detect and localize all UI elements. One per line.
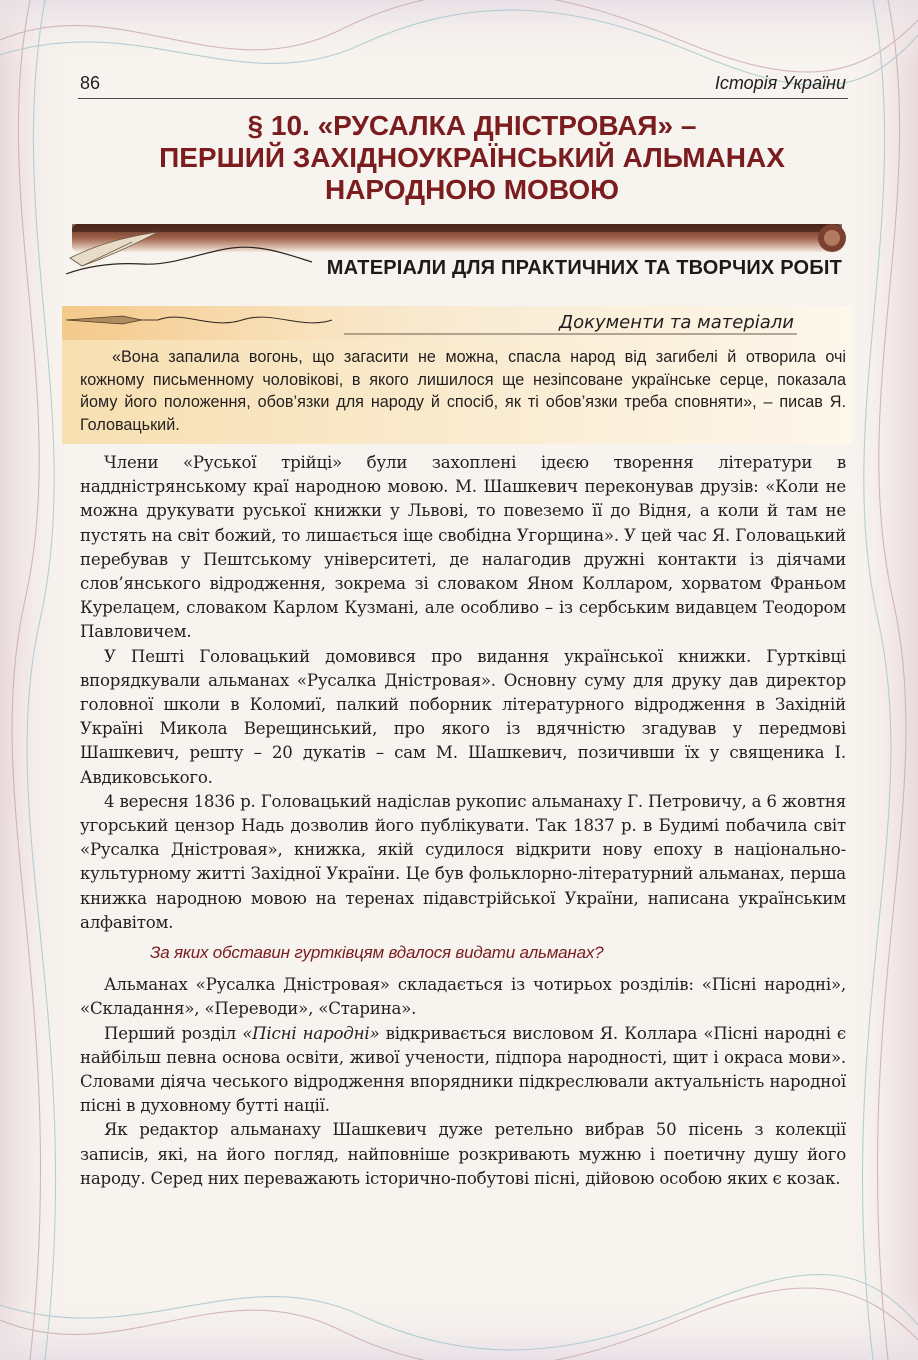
paragraph-1: Члени «Руської трійці» були захоплені ідеєю творення літератури в наддністрянському краї народною мовою. М. Шашкевич переконував друзів: «Коли не можна друкувати руської книжки у Львові, то повеземо її до Відня, а коли й там не пустять на світ божий, то лишається іще свобідна Угорщина». У цей час Я. Головацький перебував у Пештському університеті, де налагодив дружні контакти із діячами слов’янського відродження, зокрема зі словаком Яном Колларом, хорватом Франьом Курелацем, словаком Карлом Кузмані, але особливо – із сербським видавцем Теодором Павловичем. [80, 453, 846, 642]
section-banner [62, 222, 852, 294]
page-content [62, 0, 852, 1360]
review-question: За яких обставин гуртківцям вдалося видати альманах? [150, 943, 604, 963]
body-text [80, 451, 846, 1191]
paragraph-4: Альманах «Русалка Дністровая» складається із чотирьох розділів: «Пісні народні», «Складання», «Переводи», «Старина». [80, 975, 846, 1019]
paragraph-5 [80, 1022, 846, 1119]
page-number: 86 [80, 73, 101, 93]
documents-quote: «Вона запалила вогонь, що загасити не можна, спасла народ від загибелі й отворила очі кожному письменному чоловікові, в якого лишилося ще незіпсоване українське серце, показала йому його положення, обов’язки для народу й спосіб, як ті обов’язки треба сповняти», – писав Я. Головацький. [80, 348, 846, 434]
paragraph-5-italic: «Пісні народні» [242, 1023, 380, 1043]
chapter-title-line-3: НАРОДНОЮ МОВОЮ [324, 174, 620, 205]
chapter-title [102, 110, 842, 206]
documents-label: Документи та матеріали [559, 312, 794, 333]
page-header [78, 72, 848, 99]
chapter-title-line-1: § 10. «РУСАЛКА ДНІСТРОВАЯ» – [247, 110, 697, 141]
paragraph-5-start: Перший розділ [104, 1023, 243, 1043]
book-title: Історія України [714, 73, 846, 93]
paragraph-3: 4 вересня 1836 р. Головацький надіслав рукопис альманаху Г. Петровичу, а 6 жовтня угорський цензор Надь дозволив його публікувати. Так 1837 р. в Будимі побачила світ «Русалка Дністровая», книжка, якій судилося відкрити нову епоху в національно-культурному житті Західної України. Це був фольклорно-літературний альманах, перша книжка народною мовою на теренах підавстрійської України, написана українським алфавітом. [80, 791, 846, 932]
chapter-title-line-2: ПЕРШИЙ ЗАХІДНОУКРАЇНСЬКИЙ АЛЬМАНАХ [159, 142, 785, 173]
paragraph-2: У Пешті Головацький домовився про видання української книжки. Гуртківці впорядкували альманах «Русалка Дністровая». Основну суму для друку дав директор головної школи в Коломиї, палкий поборник літературного відродження в Західній Україні Микола Верещинський, про якого із вдячністю згадував у передмові Шашкевич, решту – 20 дукатів – сам М. Шашкевич, позичивши їх у священика І. Авдиковського. [80, 646, 846, 787]
documents-box [62, 306, 852, 444]
paragraph-6: Як редактор альманаху Шашкевич дуже ретельно вибрав 50 пісень з колекції записів, які, на його погляд, найповніше розкривають мужню і поетичну душу його народу. Серед них переважають історично-побутові пісні, дійовою особою яких є козак. [80, 1120, 846, 1188]
banner-label: МАТЕРІАЛИ ДЛЯ ПРАКТИЧНИХ ТА ТВОРЧИХ РОБІТ [326, 257, 842, 279]
paragraph-5-rest: відкривається висловом Я. Коллара «Пісні народні є найбільш певна основа освіти, живої учености, підпора народності, щит і окраса мови». Словами діяча чеського відродження впорядники підкреслювали актуальність народної пісні в духовному бутті нації. [80, 1023, 846, 1116]
